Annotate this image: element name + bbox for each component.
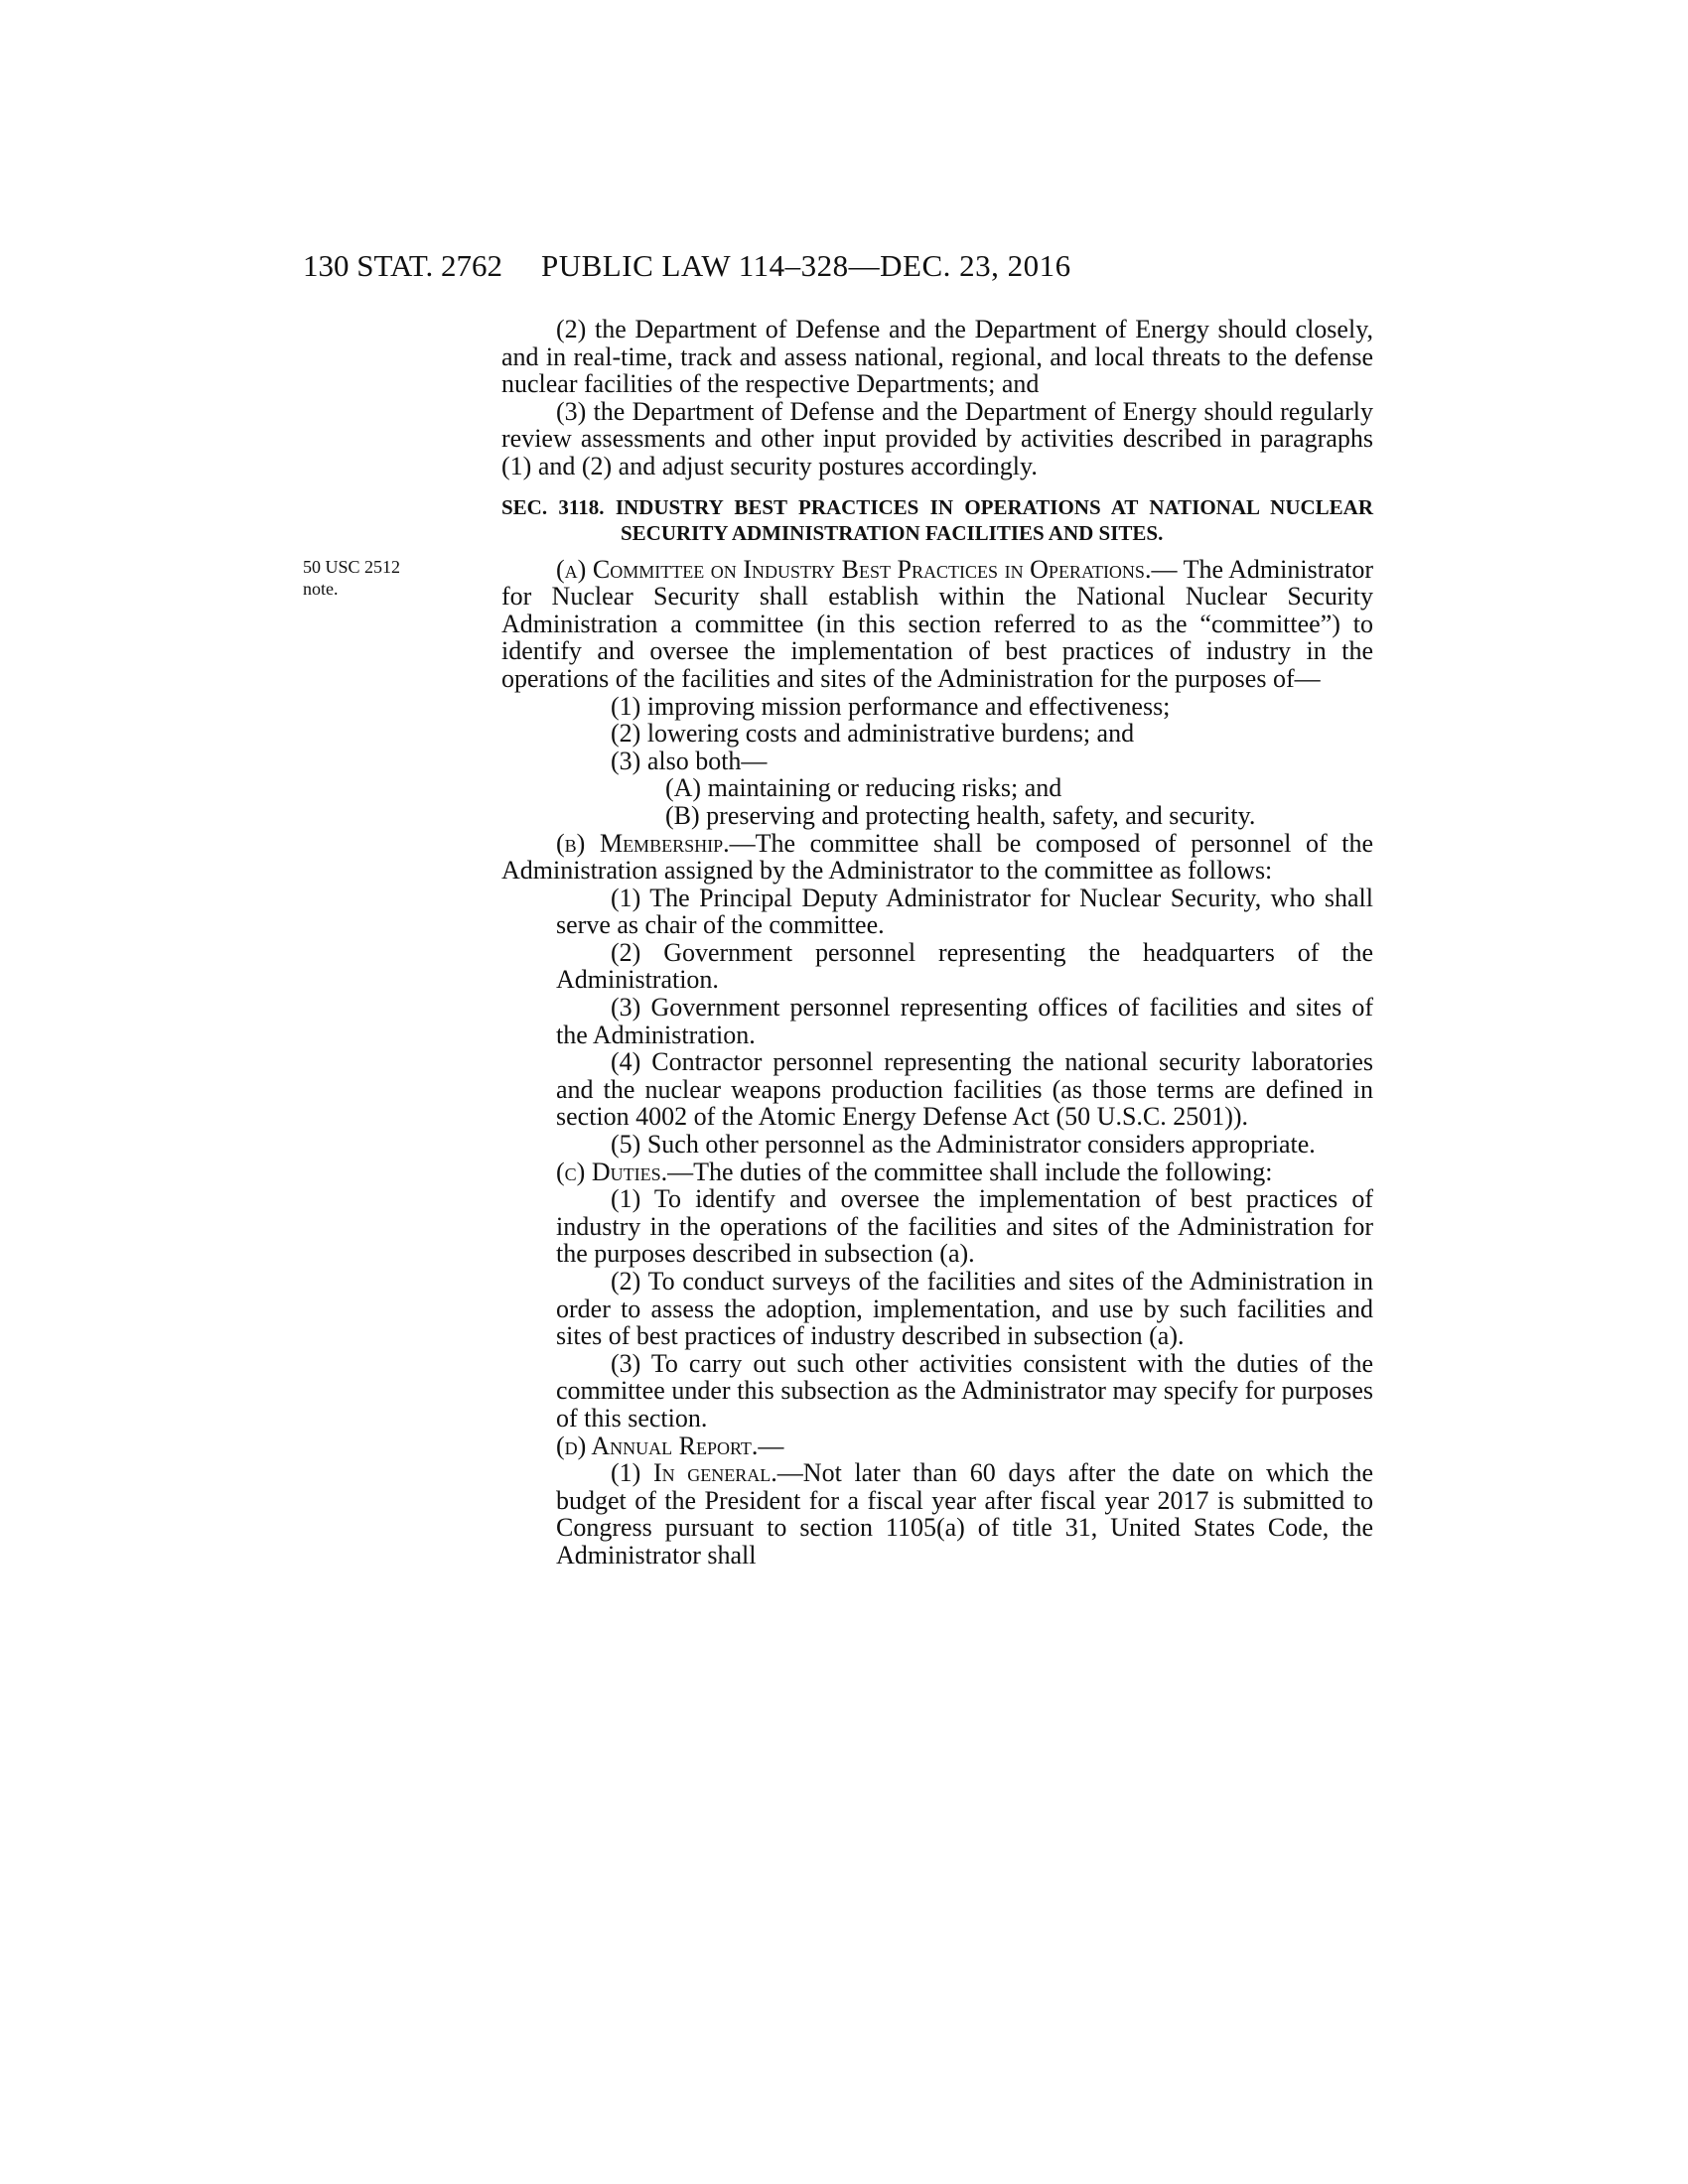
subsection-b-text: —The committee shall be composed of personnel of the Administration assigned by the Administrator to the committee as follows: <box>501 828 1373 886</box>
subsection-c <box>501 1159 1373 1186</box>
paragraph-d1-text: —Not later than 60 days after the date on which the budget of the President for a fiscal year after fiscal year 2017 is submitted to Congress pursuant to section 1105(a) of title 31, United States Code, the Administrator shall <box>556 1458 1373 1570</box>
margin-note-suffix: note. <box>303 579 339 599</box>
subsection-c-heading: (c) Duties. <box>556 1157 668 1186</box>
list-item-c1: (1) To identify and oversee the implementation of best practices of industry in the operations of the facilities and sites of the Administration for the purposes described in subsection (a). <box>556 1184 1373 1269</box>
page-header <box>0 246 1688 286</box>
statute-reference: 130 STAT. 2762 <box>303 248 503 283</box>
subsection-b-heading: (b) Membership. <box>556 828 730 858</box>
list-item-a3: (3) also both— <box>611 746 768 775</box>
list-item-b4: (4) Contractor personnel representing the national security laboratories and the nuclear weapons production facilities (as those terms are defined in section 4002 of the Atomic Energy Defense Act (50 U.S.C. 2501)). <box>556 1047 1373 1132</box>
list-item-a3b: (B) preserving and protecting health, safety, and security. <box>665 800 1256 830</box>
paragraph-3: (3) the Department of Defense and the Department of Energy should regularly review assessments and other input provided by activities described in paragraphs (1) and (2) and adjust security postures accordingly. <box>501 396 1373 480</box>
subsection-b <box>501 830 1373 885</box>
paragraph-2: (2) the Department of Defense and the Department of Energy should closely, and in real-time, track and assess national, regional, and local threats to the defense nuclear facilities of the respective Departments; and <box>501 315 1373 399</box>
subsection-a-heading: (a) Committee on Industry Best Practices in Operations.— <box>556 554 1178 584</box>
subsection-a <box>501 556 1373 693</box>
list-item-b1: (1) The Principal Deputy Administrator for Nuclear Security, who shall serve as chair of the committee. <box>556 883 1373 940</box>
list-item-b3: (3) Government personnel representing offices of facilities and sites of the Administration. <box>556 993 1373 1049</box>
subsection-d-heading: (d) Annual Report.— <box>556 1431 784 1460</box>
margin-note <box>303 556 442 600</box>
list-item-a2: (2) lowering costs and administrative burdens; and <box>611 719 1135 749</box>
list-item-c2: (2) To conduct surveys of the facilities and sites of the Administration in order to assess the adoption, implementation, and use by such facilities and sites of best practices of industry described in subsection (a). <box>556 1267 1373 1351</box>
list-item-a1: (1) improving mission performance and effectiveness; <box>611 691 1171 721</box>
paragraph-d1 <box>501 1459 1373 1569</box>
document-body <box>501 316 1373 1570</box>
paragraph-d1-heading: (1) In general. <box>611 1458 777 1488</box>
subsection-a-text: The Administrator for Nuclear Security shall establish within the National Nuclear Security Administration a committee (in this section referred to as the “committee”) to identify and oversee the implementation of best practices of industry in the operations of the facilities and sites of the Administration for the purposes of— <box>501 554 1373 693</box>
list-item-c3: (3) To carry out such other activities consistent with the duties of the committee under this subsection as the Administrator may specify for purposes of this section. <box>556 1348 1373 1433</box>
subsection-d <box>501 1433 1373 1460</box>
law-title: PUBLIC LAW 114–328—DEC. 23, 2016 <box>541 248 1071 283</box>
margin-note-citation: 50 USC 2512 <box>303 557 401 577</box>
list-item-b2: (2) Government personnel representing the headquarters of the Administration. <box>556 937 1373 995</box>
list-item-b5: (5) Such other personnel as the Administrator considers appropriate. <box>611 1130 1316 1160</box>
subsection-c-text: —The duties of the committee shall include the following: <box>667 1157 1273 1186</box>
section-heading: SEC. 3118. INDUSTRY BEST PRACTICES IN OPERATIONS AT NATIONAL NUCLEAR SECURITY ADMINISTRATION FACILITIES AND SITES. <box>501 494 1373 545</box>
list-item-a3a: (A) maintaining or reducing risks; and <box>665 773 1062 803</box>
